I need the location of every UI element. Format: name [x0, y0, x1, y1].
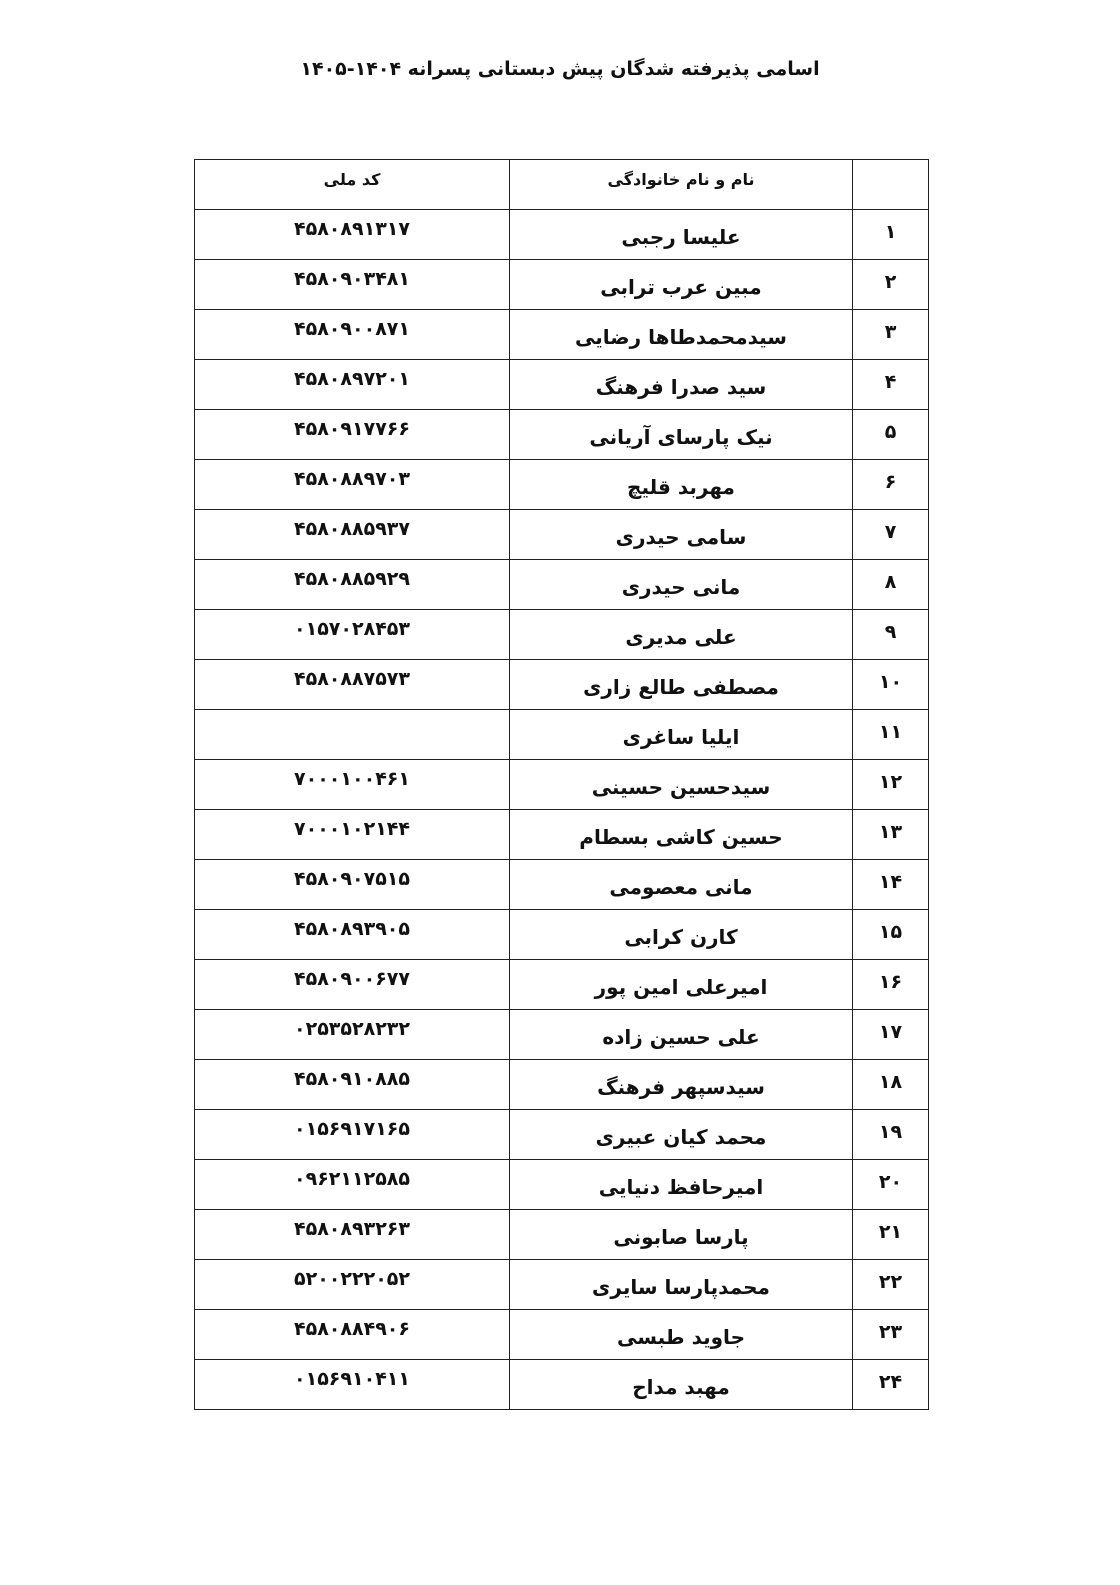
- national-code: ۴۵۸۰۹۱۰۸۸۵: [195, 1060, 510, 1110]
- row-index: ۱۵: [853, 910, 929, 960]
- table-row: [195, 1110, 929, 1160]
- national-code: ۷۰۰۰۱۰۰۴۶۱: [195, 760, 510, 810]
- page-title: اسامی پذیرفته شدگان پیش دبستانی پسرانه ۱۴۰۴-۱۴۰۵: [300, 58, 820, 80]
- student-name: مانی معصومی: [510, 860, 853, 910]
- table-row: [195, 260, 929, 310]
- header-name: نام و نام خانوادگی: [510, 160, 853, 210]
- student-name: سامی حیدری: [510, 510, 853, 560]
- student-name: حسین کاشی بسطام: [510, 810, 853, 860]
- row-index: ۱۲: [853, 760, 929, 810]
- student-name: ایلیا ساغری: [510, 710, 853, 760]
- row-index: ۳: [853, 310, 929, 360]
- student-name: مهبد مداح: [510, 1360, 853, 1410]
- row-index: ۱۸: [853, 1060, 929, 1110]
- table-body: [195, 210, 929, 1410]
- national-code: ۴۵۸۰۸۸۵۹۳۷: [195, 510, 510, 560]
- national-code: ۴۵۸۰۹۰۰۸۷۱: [195, 310, 510, 360]
- row-index: ۱۷: [853, 1010, 929, 1060]
- header-national-code: کد ملی: [195, 160, 510, 210]
- table-row: [195, 610, 929, 660]
- national-code: [195, 710, 510, 760]
- national-code: ۷۰۰۰۱۰۲۱۴۴: [195, 810, 510, 860]
- national-code: ۴۵۸۰۸۹۷۲۰۱: [195, 360, 510, 410]
- student-name: مهربد قلیچ: [510, 460, 853, 510]
- student-name: مانی حیدری: [510, 560, 853, 610]
- table-row: [195, 1210, 929, 1260]
- student-name: سیدسپهر فرهنگ: [510, 1060, 853, 1110]
- national-code: ۴۵۸۰۸۹۳۹۰۵: [195, 910, 510, 960]
- table-row: [195, 310, 929, 360]
- row-index: ۵: [853, 410, 929, 460]
- row-index: ۱۶: [853, 960, 929, 1010]
- row-index: ۱۱: [853, 710, 929, 760]
- student-name: مصطفی طالع زاری: [510, 660, 853, 710]
- student-name: محمدپارسا سایری: [510, 1260, 853, 1310]
- header-index: [853, 160, 929, 210]
- table-row: [195, 760, 929, 810]
- student-name: سید صدرا فرهنگ: [510, 360, 853, 410]
- table-row: [195, 460, 929, 510]
- table-row: [195, 660, 929, 710]
- national-code: ۴۵۸۰۸۹۳۲۶۳: [195, 1210, 510, 1260]
- national-code: ۴۵۸۰۸۸۹۷۰۳: [195, 460, 510, 510]
- student-name: سیدمحمدطاها رضایی: [510, 310, 853, 360]
- table-row: [195, 1310, 929, 1360]
- table-row: [195, 1360, 929, 1410]
- table-row: [195, 1010, 929, 1060]
- row-index: ۱: [853, 210, 929, 260]
- table-row: [195, 210, 929, 260]
- row-index: ۲۳: [853, 1310, 929, 1360]
- student-name: محمد کیان عبیری: [510, 1110, 853, 1160]
- row-index: ۱۴: [853, 860, 929, 910]
- table-row: [195, 710, 929, 760]
- national-code: ۴۵۸۰۹۰۰۶۷۷: [195, 960, 510, 1010]
- national-code: ۴۵۸۰۸۸۷۵۷۳: [195, 660, 510, 710]
- national-code: ۰۹۶۲۱۱۲۵۸۵: [195, 1160, 510, 1210]
- row-index: ۱۹: [853, 1110, 929, 1160]
- national-code: ۴۵۸۰۹۱۷۷۶۶: [195, 410, 510, 460]
- national-code: ۴۵۸۰۹۰۳۴۸۱: [195, 260, 510, 310]
- table-row: [195, 960, 929, 1010]
- student-name: علیسا رجبی: [510, 210, 853, 260]
- admission-table: [194, 159, 929, 1410]
- table-row: [195, 860, 929, 910]
- row-index: ۹: [853, 610, 929, 660]
- row-index: ۸: [853, 560, 929, 610]
- row-index: ۱۳: [853, 810, 929, 860]
- table-row: [195, 910, 929, 960]
- student-name: پارسا صابونی: [510, 1210, 853, 1260]
- student-name: امیرعلی امین پور: [510, 960, 853, 1010]
- national-code: ۴۵۸۰۹۰۷۵۱۵: [195, 860, 510, 910]
- table-row: [195, 410, 929, 460]
- table-row: [195, 360, 929, 410]
- table-row: [195, 1260, 929, 1310]
- national-code: ۴۵۸۰۸۹۱۳۱۷: [195, 210, 510, 260]
- student-name: علی حسین زاده: [510, 1010, 853, 1060]
- student-name: علی مدیری: [510, 610, 853, 660]
- row-index: ۷: [853, 510, 929, 560]
- student-name: کارن کرابی: [510, 910, 853, 960]
- table-row: [195, 1160, 929, 1210]
- table-row: [195, 810, 929, 860]
- row-index: ۱۰: [853, 660, 929, 710]
- row-index: ۲۴: [853, 1360, 929, 1410]
- row-index: ۲: [853, 260, 929, 310]
- table-header-row: [195, 160, 929, 210]
- national-code: ۵۲۰۰۲۲۲۰۵۲: [195, 1260, 510, 1310]
- student-name: مبین عرب ترابی: [510, 260, 853, 310]
- student-name: جاوید طبسی: [510, 1310, 853, 1360]
- row-index: ۲۰: [853, 1160, 929, 1210]
- national-code: ۰۱۵۶۹۱۰۴۱۱: [195, 1360, 510, 1410]
- row-index: ۲۲: [853, 1260, 929, 1310]
- student-name: سیدحسین حسینی: [510, 760, 853, 810]
- table-row: [195, 1060, 929, 1110]
- national-code: ۰۱۵۷۰۲۸۴۵۳: [195, 610, 510, 660]
- national-code: ۰۲۵۳۵۲۸۲۳۲: [195, 1010, 510, 1060]
- row-index: ۴: [853, 360, 929, 410]
- national-code: ۰۱۵۶۹۱۷۱۶۵: [195, 1110, 510, 1160]
- table-row: [195, 510, 929, 560]
- row-index: ۲۱: [853, 1210, 929, 1260]
- row-index: ۶: [853, 460, 929, 510]
- student-name: نیک پارسای آریانی: [510, 410, 853, 460]
- student-name: امیرحافظ دنیایی: [510, 1160, 853, 1210]
- table-row: [195, 560, 929, 610]
- national-code: ۴۵۸۰۸۸۴۹۰۶: [195, 1310, 510, 1360]
- national-code: ۴۵۸۰۸۸۵۹۲۹: [195, 560, 510, 610]
